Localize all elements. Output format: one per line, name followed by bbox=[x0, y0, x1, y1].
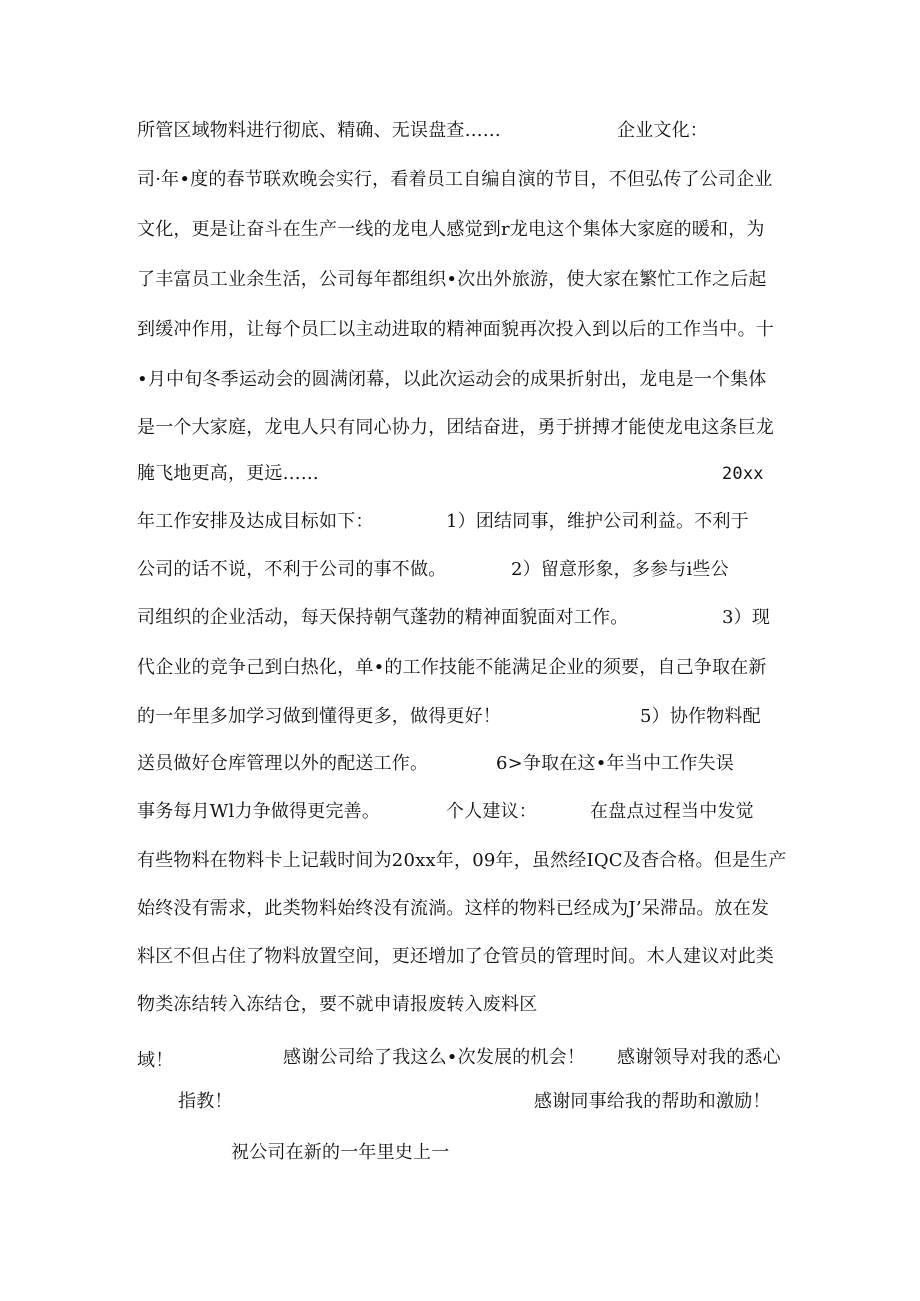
text-line: 始终没有需求，此类物料始终没有流淌。这样的物料已经成为J’呆滞品。放在发 bbox=[137, 898, 770, 919]
text-line: •月中旬冬季运动会的圆满闭幕，以此次运动会的成果折射出，龙电是一个集体 bbox=[137, 369, 767, 390]
text-line: 是一个大家庭，龙电人只有同心协力，团结奋进，勇于拼搏才能使龙电这条巨龙 bbox=[137, 417, 774, 438]
text-line: 指教！ bbox=[178, 1091, 233, 1112]
text-line: 感谢领导对我的悉心 bbox=[617, 1047, 781, 1068]
text-line: 腌飞地更高，更远…… bbox=[137, 463, 319, 484]
text-line: 文化，更是让奋斗在生产一线的龙电人感觉到r龙电这个集体大家庭的暖和，为 bbox=[137, 219, 765, 240]
text-line: 感谢公司给了我这么•次发展的机会！ bbox=[283, 1047, 586, 1068]
text-line: 到缓冲作用，让每个员匚以主动进取的精神面貌再次投入到以后的工作当中。十 bbox=[137, 319, 774, 340]
list-item: 1）团结同事，维护公司利益。不利于 bbox=[446, 511, 749, 532]
text-line: 域！ bbox=[137, 1050, 174, 1071]
text-line: 在盘点过程当中发觉 bbox=[590, 801, 754, 822]
section-heading: 年工作安排及达成目标如下： bbox=[137, 511, 374, 532]
list-item: 5）协作物料配 bbox=[640, 706, 761, 727]
text-line: 所管区域物料进行彻底、精确、无误盘查…… bbox=[137, 120, 501, 141]
text-line: 事务每月Wl力争做得更完善。 bbox=[137, 801, 381, 822]
text-line: 物类冻结转入冻结仓，要不就申请报废转入废料区 bbox=[137, 994, 538, 1015]
list-item: 6>争取在这•年当中工作失误 bbox=[496, 753, 734, 774]
text-line: 司·年•度的春节联欢晚会实行，看着员工自编自演的节目，不但弘传了公司企业 bbox=[137, 169, 773, 190]
section-heading: 企业文化： bbox=[617, 120, 708, 141]
text-line: 代企业的竞争己到白热化，单•的工作技能不能满足企业的须要，自己争取在新 bbox=[137, 657, 767, 678]
text-line: 公司的话不说，不利于公司的事不做。 bbox=[137, 559, 447, 580]
year-label: 20xx bbox=[722, 464, 764, 484]
text-line: 司组织的企业活动，每天保持朝气蓬勃的精神面貌面对工作。 bbox=[137, 607, 629, 628]
list-item: 3）现 bbox=[722, 607, 771, 628]
text-line: 了丰富员工业余生活，公司每年都组织•次出外旅游，使大家在繁忙工作之后起 bbox=[137, 269, 767, 290]
text-line: 祝公司在新的一年里史上一 bbox=[231, 1142, 450, 1163]
section-heading: 个人建议： bbox=[446, 801, 537, 822]
text-line: 料区不但占住了物料放置空间，更还增加了仓管员的管理时间。木人建议对此类 bbox=[137, 946, 774, 967]
text-line: 有些物料在物料卡上记载时间为20xx年，09年，虽然经IQC及杳合格。但是生产 bbox=[137, 850, 787, 871]
text-line: 感谢同事给我的帮助和激励！ bbox=[534, 1091, 771, 1112]
text-line: 送员做好仓库管理以外的配送工作。 bbox=[137, 753, 429, 774]
list-item: 2）留意形象，多参与i些公 bbox=[511, 559, 729, 580]
text-line: 的一年里多加学习做到懂得更多，做得更好！ bbox=[137, 706, 501, 727]
